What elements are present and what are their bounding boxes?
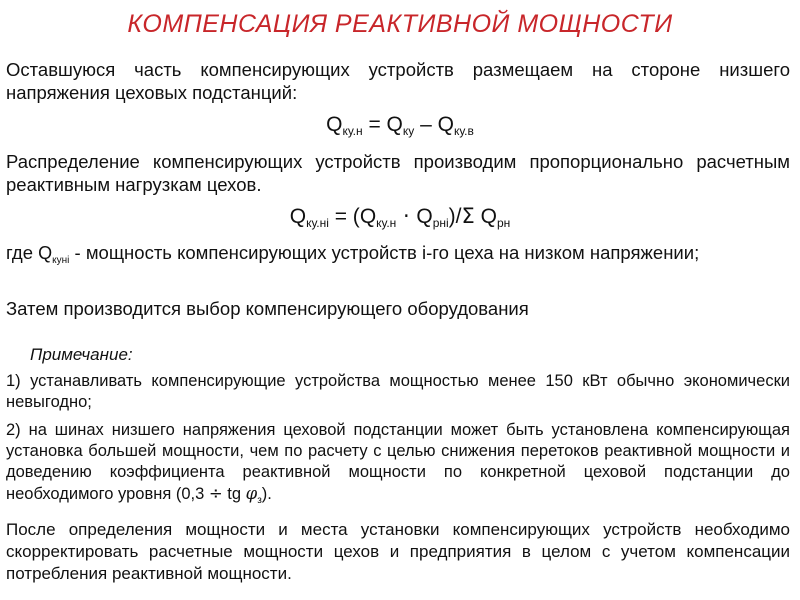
paragraph-definition: где $Q_{кунi}$ - мощность компенсирующих устройств i-го цеха на низком напряжении; (6, 242, 700, 266)
paragraph-conclusion: После определения мощности и места установки компенсирующих устройств необходимо скорректировать расчетные мощности цехов и предприятия в целом с учетом компенсации потребления реактивной мощности. (6, 520, 790, 583)
paragraph-distribution: Распределение компенсирующих устройств производим пропорционально расчетным реактивным нагрузкам цехов. (6, 151, 790, 195)
note-item-2: 2) на шинах низшего напряжения цеховой подстанции может быть установлена компенсирующая установка большей мощности, чем по расчету с целью снижения перетоков реактивной мощности и доведению коэффициента реактивной мощности по конкретной цеховой подстанции до необходимого уровня (0,3 ÷ tg $\varphi_з$). (6, 421, 790, 506)
paragraph-intro: Оставшуюся часть компенсирующих устройств размещаем на стороне низшего напряжения цеховых подстанций: (6, 59, 790, 103)
note-label: Примечание: (30, 345, 133, 364)
formula-qkuni: $Q_{ку.нi} = (Q_{ку.н} \cdot Q_{рнi})/\Sigma$ $Q_{рн}$ (289, 204, 511, 230)
formula-qkun: $Q_{ку.н} = Q_{ку} - Q_{ку.в}$ (326, 113, 474, 138)
paragraph-selection: Затем производится выбор компенсирующего оборудования (6, 298, 529, 319)
page-title: КОМПЕНСАЦИЯ РЕАКТИВНОЙ МОЩНОСТИ (127, 10, 673, 38)
note-item-1: 1) устанавливать компенсирующие устройства мощностью менее 150 кВт обычно экономически невыгодно; (6, 372, 790, 411)
